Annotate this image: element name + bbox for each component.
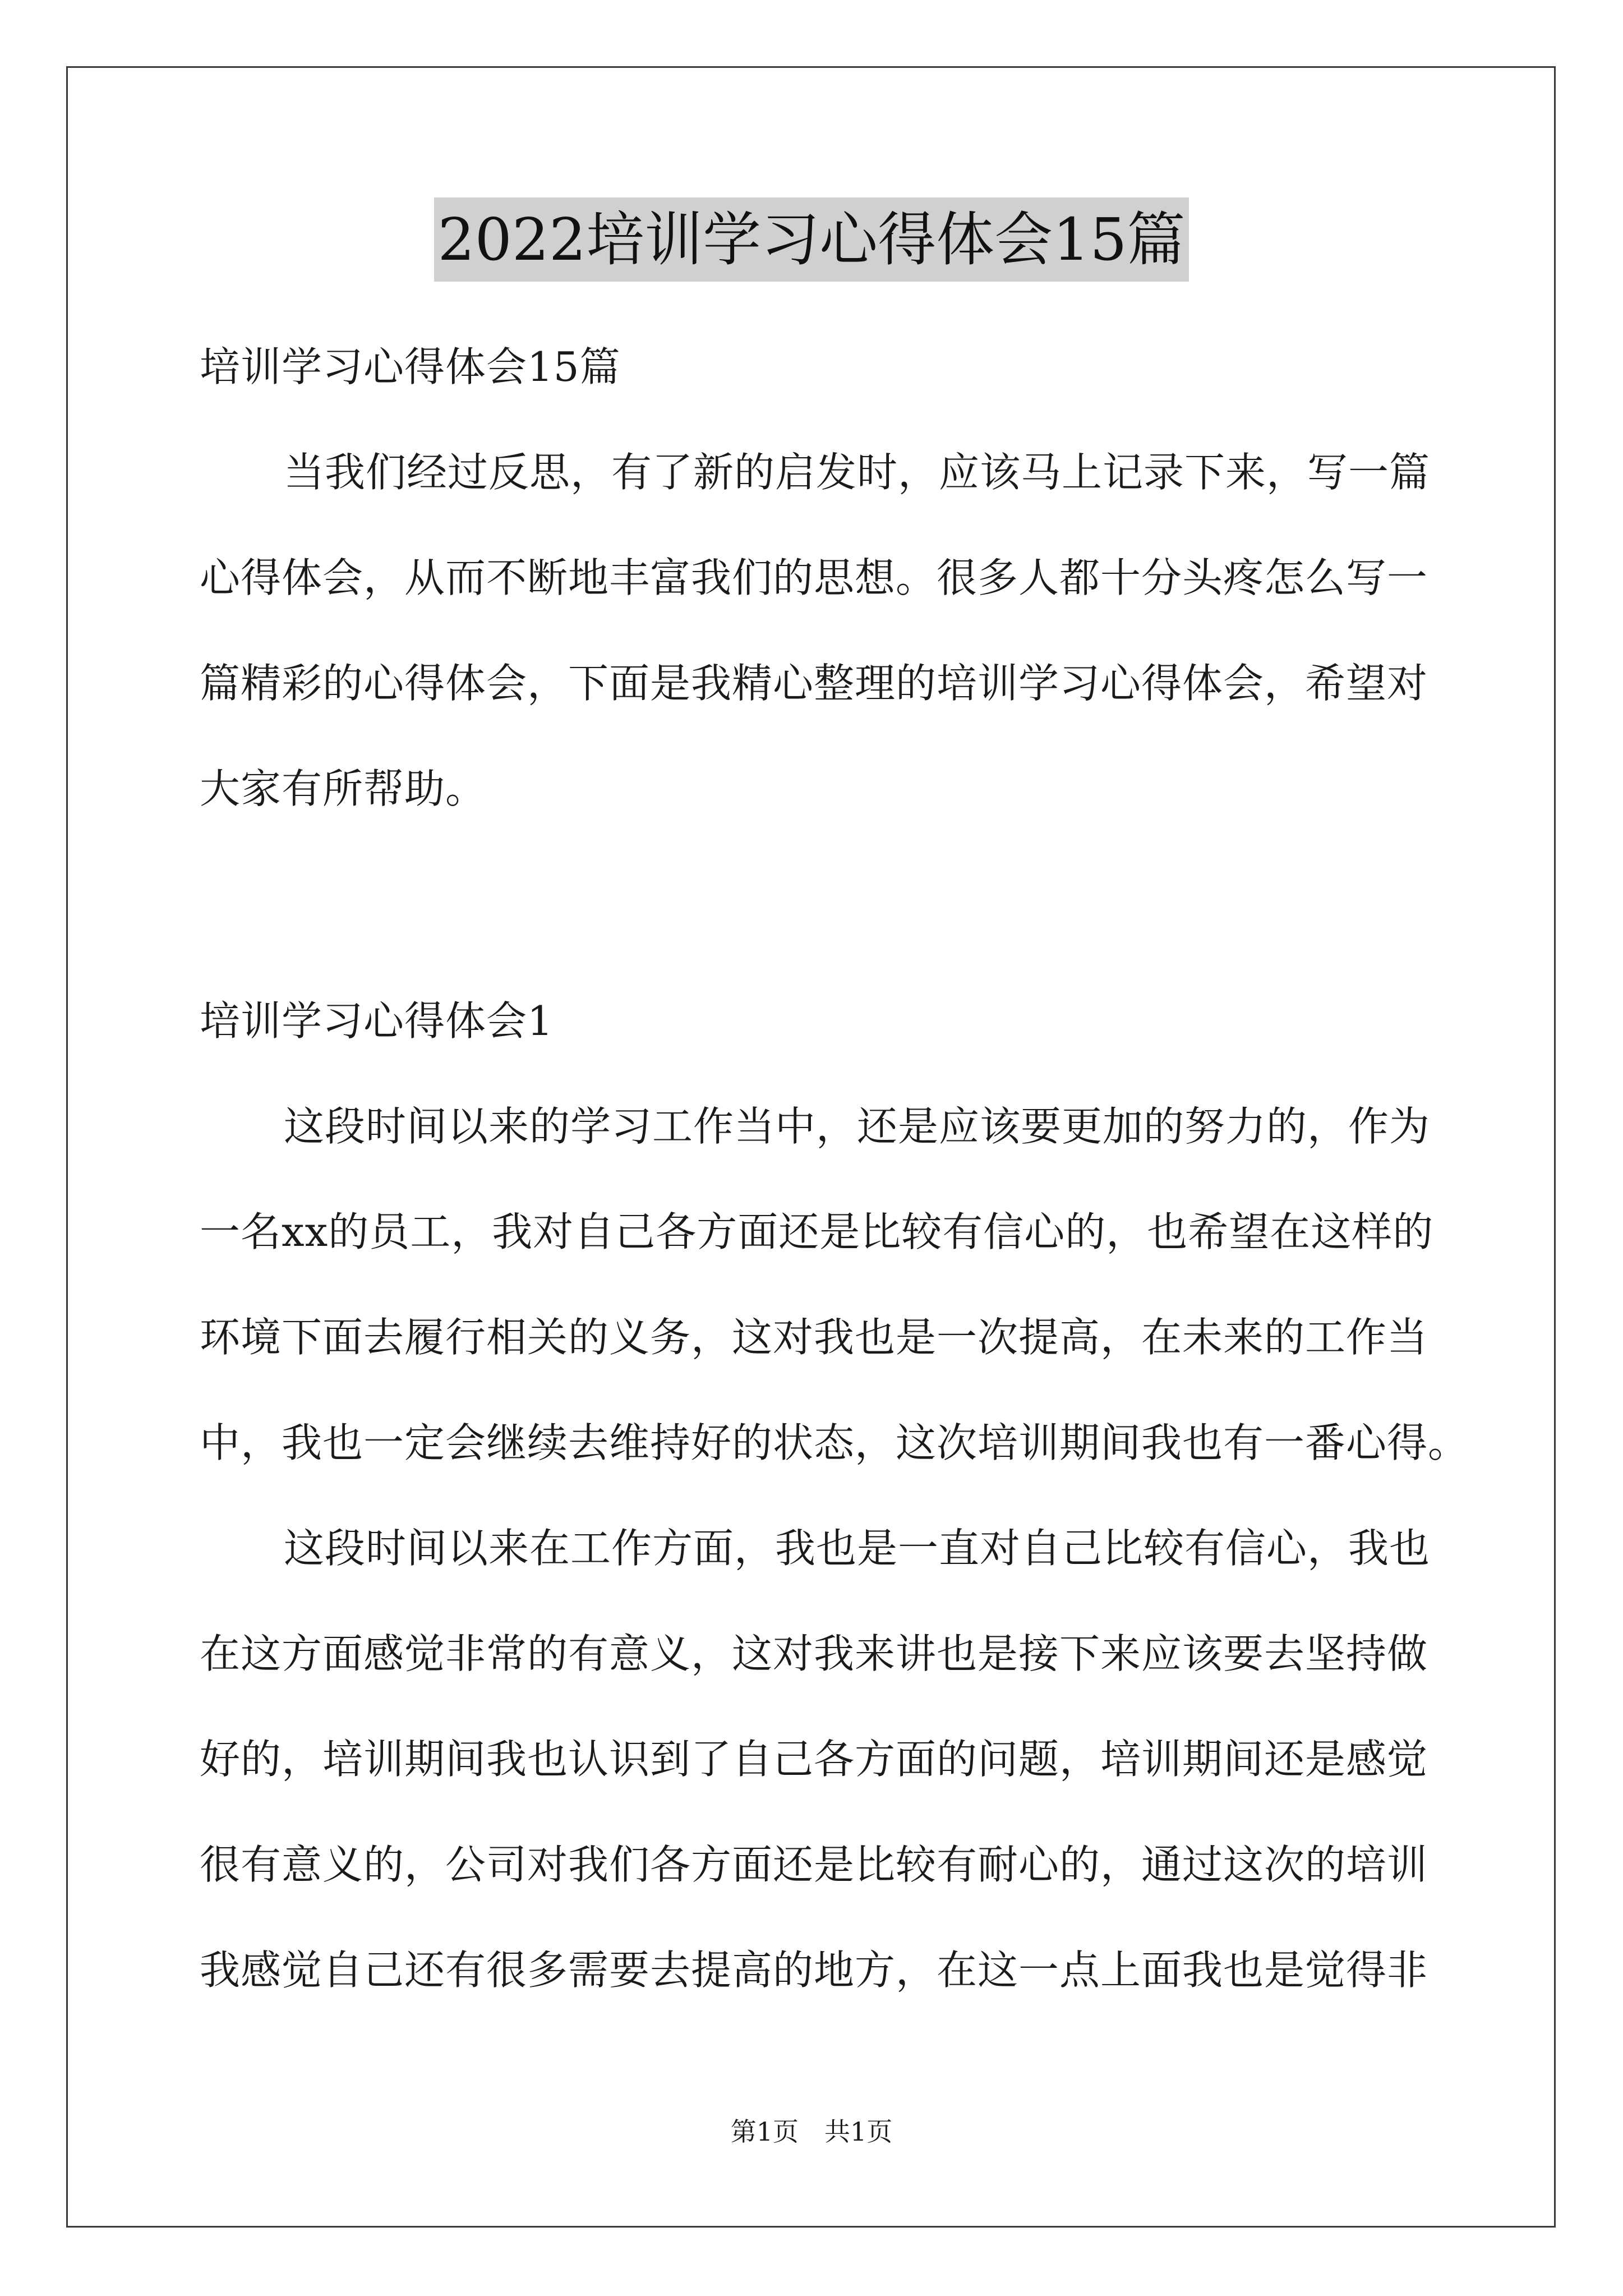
paragraph-line: 中，我也一定会继续去维持好的状态，这次培训期间我也有一番心得。 — [200, 1419, 1469, 1466]
document-subtitle: 培训学习心得体会15篇 — [200, 343, 621, 390]
paragraph-line: 环境下面去履行相关的义务，这对我也是一次提高，在未来的工作当 — [200, 1314, 1428, 1361]
paragraph-1 — [200, 1074, 1469, 1496]
document-title: 2022培训学习心得体会15篇 — [434, 197, 1188, 282]
intro-paragraph — [200, 420, 1433, 841]
paragraph-2 — [200, 1496, 1433, 2023]
paragraph-line: 篇精彩的心得体会，下面是我精心整理的培训学习心得体会，希望对 — [200, 660, 1428, 707]
paragraph-line: 大家有所帮助。 — [200, 765, 487, 812]
paragraph-line: 这段时间以来在工作方面，我也是一直对自己比较有信心，我也 — [284, 1525, 1431, 1572]
subtitle-block — [200, 314, 1433, 420]
paragraph-line: 心得体会，从而不断地丰富我们的思想。很多人都十分头疼怎么写一 — [200, 554, 1428, 601]
paragraph-line: 在这方面感觉非常的有意义，这对我来讲也是接下来应该要去坚持做 — [200, 1630, 1428, 1677]
page-footer: 第1页 共1页 — [730, 2116, 893, 2147]
section-heading: 培训学习心得体会1 — [200, 997, 554, 1045]
paragraph-line: 当我们经过反思，有了新的启发时，应该马上记录下来，写一篇 — [284, 449, 1431, 496]
paragraph-line: 这段时间以来的学习工作当中，还是应该要更加的努力的，作为 — [284, 1103, 1431, 1150]
section-heading-block — [200, 968, 1433, 1074]
paragraph-line: 一名xx的员工，我对自己各方面还是比较有信心的，也希望在这样的 — [200, 1208, 1434, 1255]
paragraph-line: 我感觉自己还有很多需要去提高的地方，在这一点上面我也是觉得非 — [200, 1947, 1428, 1994]
title-container — [0, 197, 1623, 282]
paragraph-line: 好的，培训期间我也认识到了自己各方面的问题，培训期间还是感觉 — [200, 1736, 1428, 1783]
paragraph-line: 很有意义的，公司对我们各方面还是比较有耐心的，通过这次的培训 — [200, 1841, 1428, 1888]
